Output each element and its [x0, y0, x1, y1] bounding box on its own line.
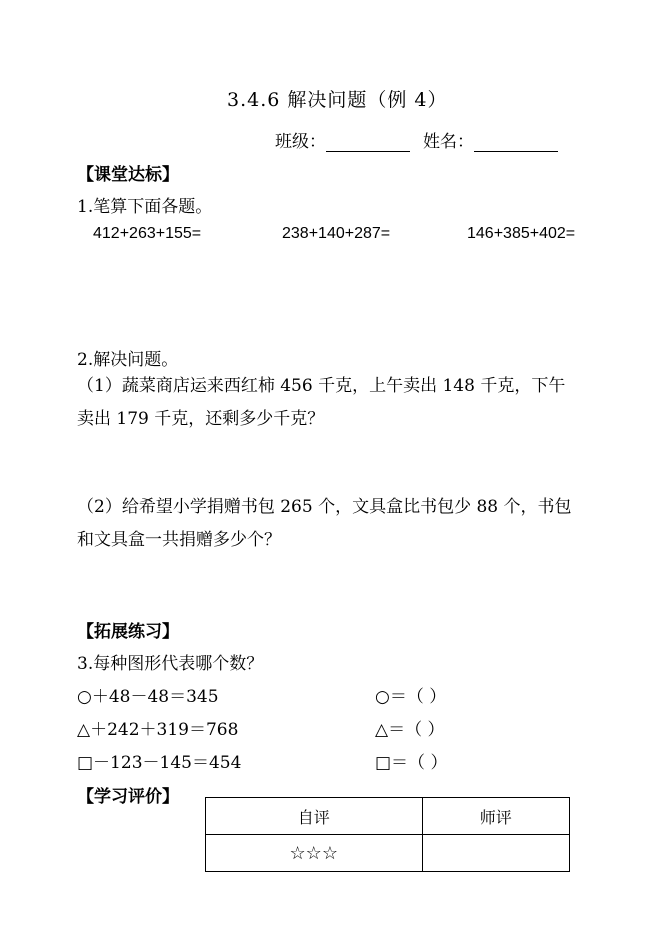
name-blank[interactable]	[474, 133, 558, 152]
q1-item-3: 146+385+402=	[467, 225, 576, 242]
section-extend-heading: 【拓展练习】	[77, 622, 179, 642]
teacher-eval-cell[interactable]	[422, 835, 569, 872]
q3-equation-circle: ○＋48－48＝345	[77, 687, 219, 707]
q3-answer-square[interactable]: □＝（ ）	[375, 753, 448, 773]
q2-problem-1-line-2: 卖出 179 千克，还剩多少千克？	[77, 409, 325, 429]
q2-problem-2-line-2: 和文具盒一共捐赠多少个？	[77, 530, 281, 550]
section-classroom-heading: 【课堂达标】	[77, 165, 179, 185]
q2-problem-1-line-1: （1）蔬菜商店运来西红柿 456 千克，上午卖出 148 千克，下午	[77, 376, 566, 396]
page-title: 3.4.6 解决问题（例 4）	[227, 89, 448, 111]
name-field	[423, 127, 558, 152]
q1-item-1: 412+263+155=	[93, 225, 202, 242]
q1-heading: 1.笔算下面各题。	[77, 197, 213, 217]
class-field	[275, 127, 410, 152]
class-blank[interactable]	[326, 133, 410, 152]
class-label: 班级：	[275, 132, 326, 152]
q2-problem-2-line-1: （2）给希望小学捐赠书包 265 个，文具盒比书包少 88 个，书包	[77, 497, 572, 517]
q3-heading: 3.每种图形代表哪个数？	[77, 654, 264, 674]
q3-equation-square: □－123－145＝454	[77, 753, 242, 773]
q3-equation-triangle: △＋242＋319＝768	[77, 720, 239, 740]
evaluation-row	[206, 835, 570, 872]
q3-answer-circle[interactable]: ○＝（ ）	[375, 687, 447, 707]
evaluation-table	[205, 797, 570, 872]
self-eval-stars[interactable]: ☆☆☆	[206, 835, 423, 872]
name-label: 姓名：	[423, 132, 474, 152]
self-eval-header: 自评	[206, 798, 423, 835]
evaluation-header-row	[206, 798, 570, 835]
q2-heading: 2.解决问题。	[77, 350, 179, 370]
teacher-eval-header: 师评	[422, 798, 569, 835]
q1-item-2: 238+140+287=	[282, 225, 391, 242]
q3-answer-triangle[interactable]: △＝（ ）	[375, 720, 445, 740]
section-evaluation-heading: 【学习评价】	[77, 787, 179, 807]
